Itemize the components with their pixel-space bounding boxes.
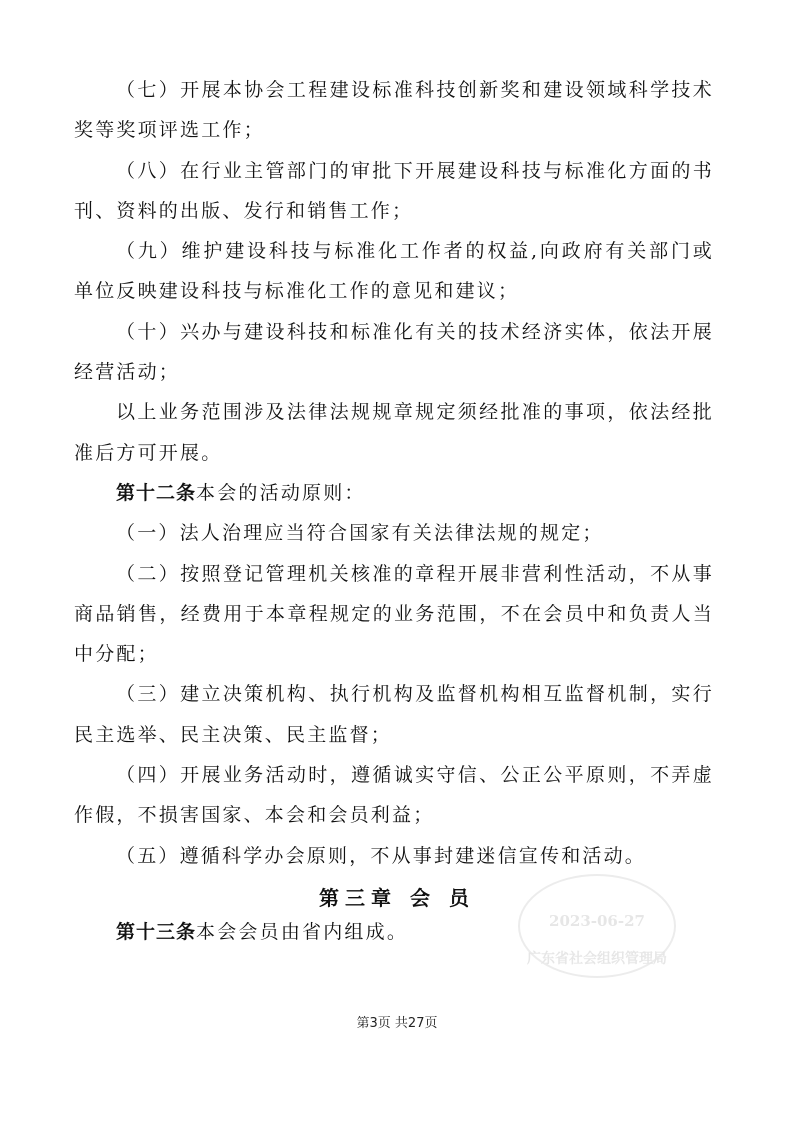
document-body — [74, 70, 714, 876]
principle-1: （一）法人治理应当符合国家有关法律法规的规定； — [116, 522, 604, 545]
page-number: 第3页 共27页 — [356, 1016, 438, 1031]
principle-3: （三）建立决策机构、执行机构及监督机构相互监督机制，实行民主选举、民主决策、民主监督； — [74, 683, 714, 746]
chapter-body — [74, 912, 714, 952]
article-12-text: 本会的活动原则： — [196, 481, 366, 504]
seal-org: 广东省社会组织管理局 — [527, 951, 667, 967]
seal-date: 2023-06-27 — [549, 912, 645, 930]
article-12-title: 第十二条 — [116, 481, 197, 504]
principle-4: （四）开展业务活动时，遵循诚实守信、公正公平原则，不弄虚作假，不损害国家、本会和会员利益； — [74, 764, 714, 827]
article-13-text: 本会会员由省内组成。 — [196, 921, 409, 943]
article-12 — [74, 473, 714, 513]
paragraph-item-10: （十）兴办与建设科技和标准化有关的技术经济实体，依法开展经营活动； — [74, 320, 714, 384]
principle-2: （二）按照登记管理机关核准的章程开展非营利性活动，不从事商品销售，经费用于本章程规定的业务范围，不在会员中和负责人当中分配； — [74, 562, 714, 666]
paragraph-item-9: （九）维护建设科技与标准化工作者的权益,向政府有关部门或单位反映建设科技与标准化工作的意见和建议； — [74, 240, 714, 303]
paragraph-item-7: （七）开展本协会工程建设标准科技创新奖和建设领域科学技术奖等奖项评选工作； — [74, 79, 714, 142]
principle-5: （五）遵循科学办会原则，不从事封建迷信宣传和活动。 — [116, 844, 647, 867]
article-13 — [74, 912, 714, 952]
chapter-heading: 第三章 会 员 — [319, 886, 475, 910]
paragraph-item-8: （八）在行业主管部门的审批下开展建设科技与标准化方面的书刊、资料的出版、发行和销售工作； — [74, 159, 714, 222]
article-13-title: 第十三条 — [116, 921, 197, 943]
paragraph-approval-note: 以上业务范围涉及法律法规规章规定须经批准的事项，依法经批准后方可开展。 — [74, 401, 714, 464]
